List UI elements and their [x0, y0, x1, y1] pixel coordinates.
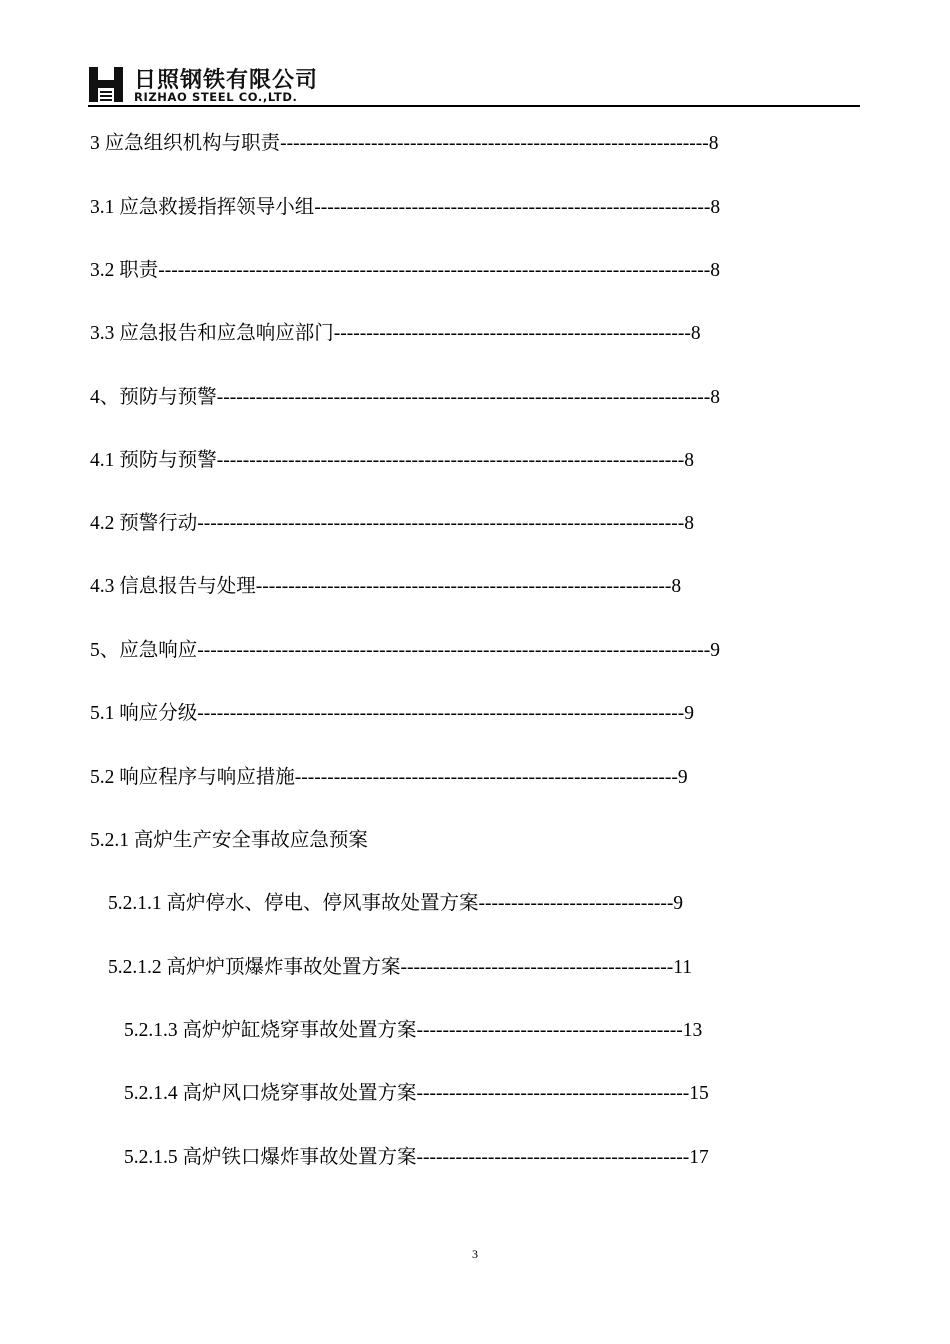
toc-entry[interactable]: 5.2.1.1 高炉停水、停电、停风事故处置方案------------------------------9 — [108, 893, 684, 914]
toc-entry[interactable]: 3.3 应急报告和应急响应部门-------------------------------------------------------8 — [90, 323, 701, 344]
toc-entry[interactable]: 4.1 预防与预警------------------------------------------------------------------------8 — [90, 450, 695, 471]
toc-entry[interactable]: 5.2.1.5 高炉铁口爆炸事故处置方案------------------------------------------17 — [124, 1147, 709, 1168]
toc-entry[interactable]: 5.1 响应分级---------------------------------------------------------------------------9 — [90, 703, 695, 724]
toc-entry[interactable]: 4、预防与预警----------------------------------------------------------------------------8 — [90, 387, 721, 408]
toc-entry[interactable]: 3.1 应急救援指挥领导小组-------------------------------------------------------------8 — [90, 197, 721, 218]
toc-entry[interactable]: 5.2.1.3 高炉炉缸烧穿事故处置方案-----------------------------------------13 — [124, 1020, 703, 1041]
toc-entry[interactable]: 5.2 响应程序与响应措施-----------------------------------------------------------9 — [90, 767, 688, 788]
toc-entry[interactable]: 4.2 预警行动---------------------------------------------------------------------------8 — [90, 513, 695, 534]
toc-entry[interactable]: 3 应急组织机构与职责------------------------------------------------------------------8 — [90, 133, 719, 154]
toc-entry[interactable]: 3.2 职责-------------------------------------------------------------------------------------8 — [90, 260, 720, 281]
company-name-cn: 日照钢铁有限公司 — [134, 68, 319, 93]
toc-entry[interactable]: 5.2.1.2 高炉炉顶爆炸事故处置方案------------------------------------------11 — [108, 957, 693, 978]
page-number: 3 — [472, 1247, 478, 1261]
toc-entry[interactable]: 5.2.1 高炉生产安全事故应急预案 — [90, 830, 368, 851]
company-name-en: RIZHAO STEEL CO.,LTD. — [134, 90, 298, 104]
toc-entry[interactable]: 4.3 信息报告与处理----------------------------------------------------------------8 — [90, 576, 682, 597]
toc-entry[interactable]: 5、应急响应-------------------------------------------------------------------------------9 — [90, 640, 720, 661]
toc-entry[interactable]: 5.2.1.4 高炉风口烧穿事故处置方案------------------------------------------15 — [124, 1083, 709, 1104]
